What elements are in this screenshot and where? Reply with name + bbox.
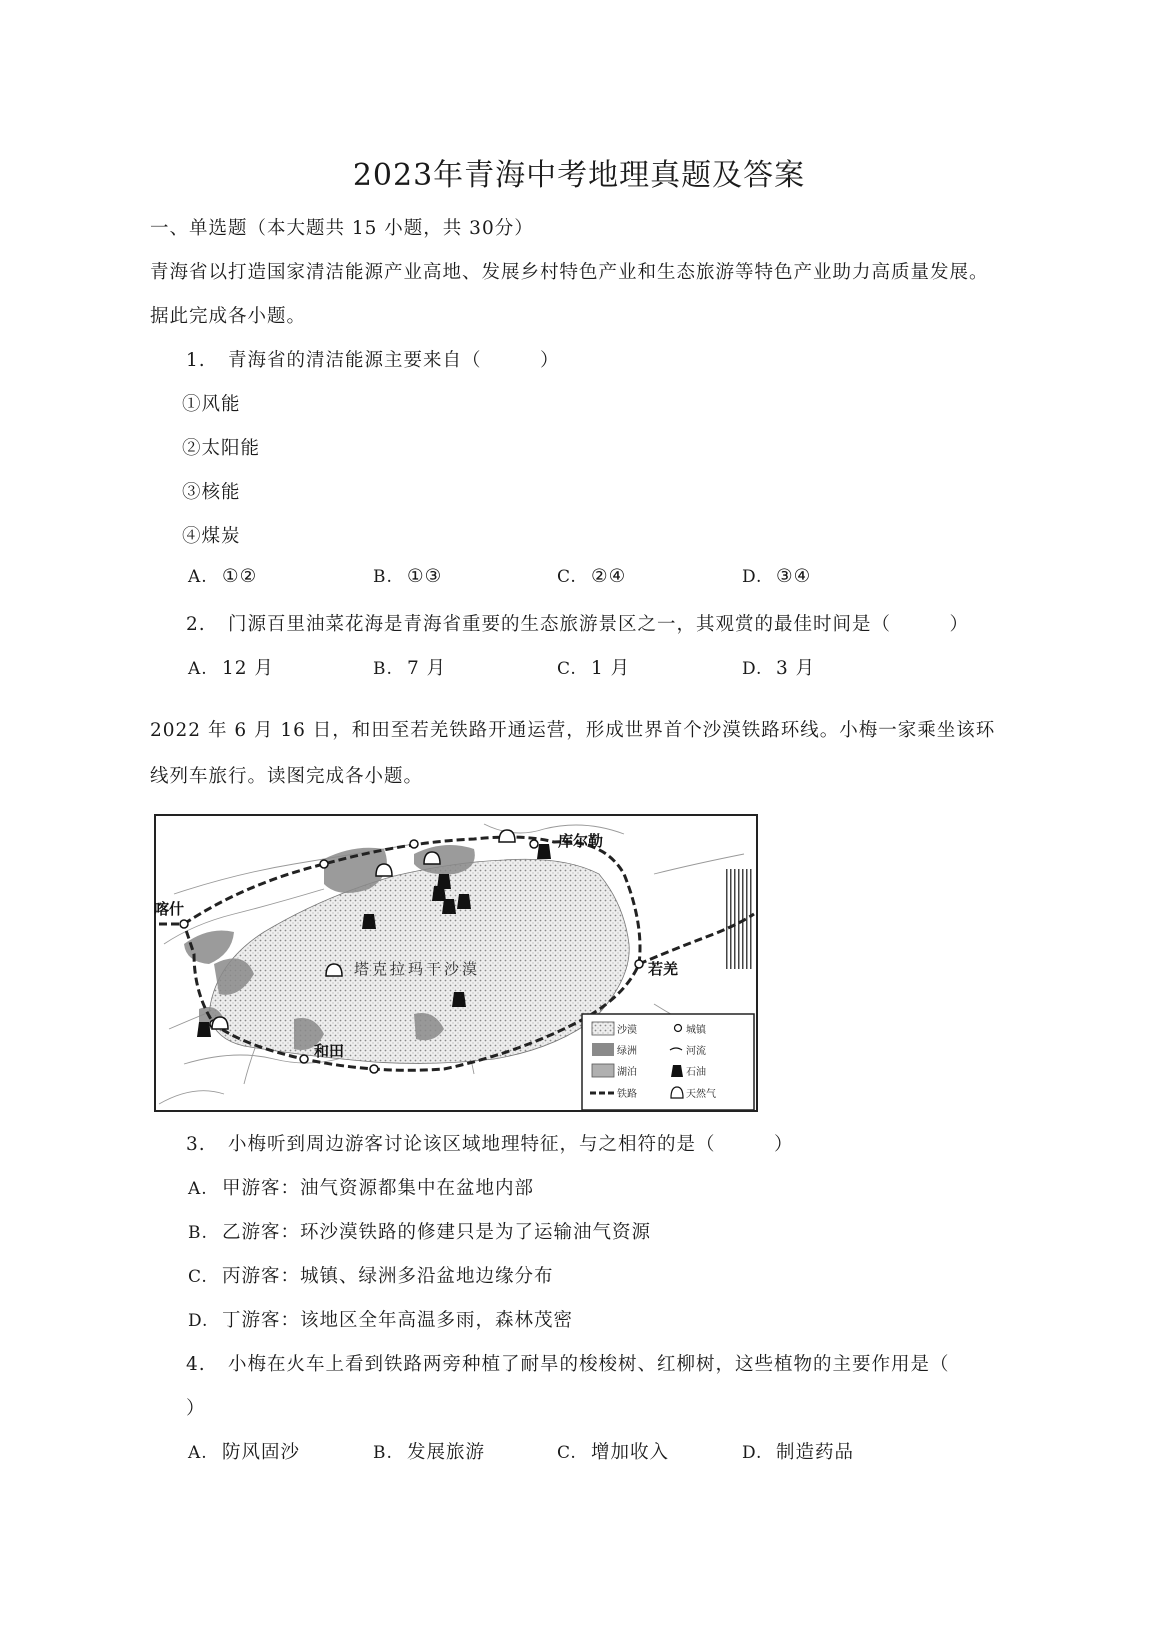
legend-oil: 石油 — [686, 1067, 706, 1078]
q4-option-d: D. 制造药品 — [742, 1442, 855, 1463]
legend-gas: 天然气 — [686, 1089, 716, 1100]
section-heading: 一、单选题（本大题共 15 小题，共 30分） — [150, 218, 534, 239]
hatched-area — [724, 869, 754, 969]
question-4 — [186, 1350, 950, 1376]
q1-item-1: ①风能 — [182, 394, 241, 415]
intro-1-line-1: 青海省以打造国家清洁能源产业高地、发展乡村特色产业和生态旅游等特色产业助力高质量发展。 — [150, 262, 989, 283]
question-1 — [186, 346, 560, 372]
legend-town: 城镇 — [686, 1025, 706, 1036]
q3-option-a: A. 甲游客：油气资源都集中在盆地内部 — [188, 1178, 535, 1199]
legend-desert: 沙漠 — [617, 1025, 637, 1036]
q1-option-a: A. ①② — [188, 566, 258, 587]
question-3-text: 小梅听到周边游客讨论该区域地理特征，与之相符的是（ ） — [228, 1134, 794, 1155]
q2-option-b: B. 7 月 — [373, 658, 447, 679]
question-4-bracket: ） — [186, 1398, 206, 1419]
tarim-basin-map — [154, 814, 758, 1112]
question-1-number: 1. — [186, 350, 206, 371]
label-korla: 库尔勒 — [558, 832, 604, 850]
map-legend — [582, 1014, 754, 1110]
q1-item-3: ③核能 — [182, 482, 241, 503]
question-4-number: 4. — [186, 1354, 206, 1375]
q2-option-a: A. 12 月 — [188, 658, 274, 679]
question-4-text: 小梅在火车上看到铁路两旁种植了耐旱的梭梭树、红柳树，这些植物的主要作用是（ — [228, 1354, 950, 1375]
legend-railway: 铁路 — [617, 1089, 637, 1100]
question-2 — [186, 610, 969, 636]
question-2-text: 门源百里油菜花海是青海省重要的生态旅游景区之一，其观赏的最佳时间是（ ） — [228, 614, 970, 635]
legend-lake: 湖泊 — [617, 1067, 637, 1078]
q4-option-c: C. 增加收入 — [557, 1442, 670, 1463]
q3-option-b: B. 乙游客：环沙漠铁路的修建只是为了运输油气资源 — [188, 1222, 652, 1243]
label-ruoqiang: 若羌 — [648, 960, 679, 978]
legend-river: 河流 — [686, 1046, 706, 1057]
q1-item-2: ②太阳能 — [182, 438, 261, 459]
label-hotan: 和田 — [314, 1042, 345, 1060]
q1-option-c: C. ②④ — [557, 566, 627, 587]
q4-option-b: B. 发展旅游 — [373, 1442, 486, 1463]
label-kashgar: 喀什 — [154, 900, 185, 918]
q1-item-4: ④煤炭 — [182, 526, 241, 547]
question-3-number: 3. — [186, 1134, 206, 1155]
q1-option-d: D. ③④ — [742, 566, 812, 587]
question-2-number: 2. — [186, 614, 206, 635]
page-title: 2023年青海中考地理真题及答案 — [352, 158, 806, 193]
q2-option-d: D. 3 月 — [742, 658, 816, 679]
q1-option-b: B. ①③ — [373, 566, 443, 587]
legend-oasis: 绿洲 — [617, 1046, 637, 1057]
intro-2-line-1: 2022 年 6 月 16 日，和田至若羌铁路开通运营，形成世界首个沙漠铁路环线。小梅一家乘坐该环 — [150, 720, 996, 741]
q4-option-a: A. 防风固沙 — [188, 1442, 301, 1463]
q3-option-c: C. 丙游客：城镇、绿洲多沿盆地边缘分布 — [188, 1266, 554, 1287]
question-3 — [186, 1130, 794, 1156]
intro-2-line-2: 线列车旅行。读图完成各小题。 — [150, 766, 424, 787]
q2-option-c: C. 1 月 — [557, 658, 631, 679]
q3-option-d: D. 丁游客：该地区全年高温多雨，森林茂密 — [188, 1310, 574, 1331]
intro-1-line-2: 据此完成各小题。 — [150, 306, 307, 327]
label-desert: 塔克拉玛干沙漠 — [354, 960, 481, 978]
question-1-text: 青海省的清洁能源主要来自（ ） — [228, 350, 560, 371]
